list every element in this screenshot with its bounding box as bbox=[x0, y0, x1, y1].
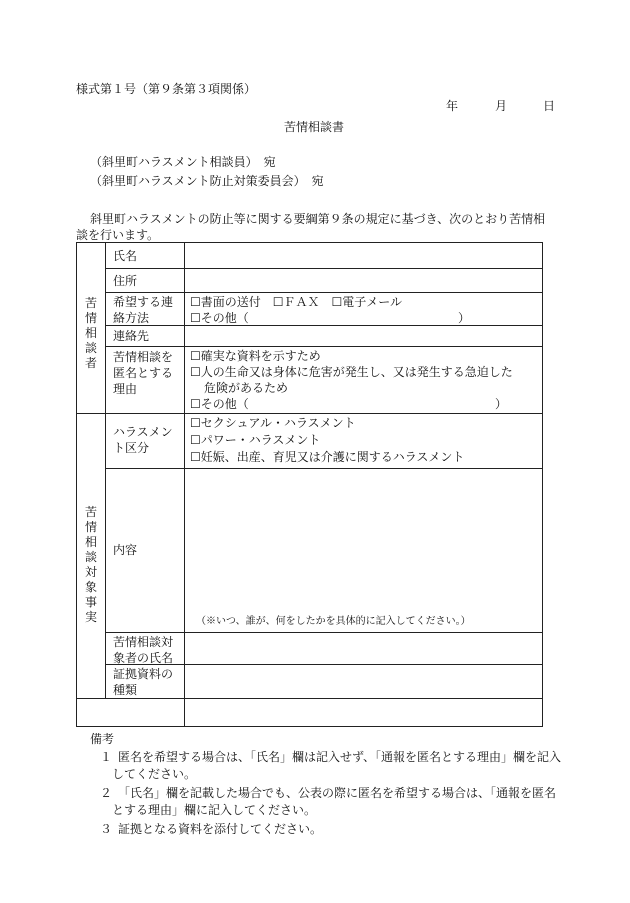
section-subject-facts-label: 苦 情 相 談 対 象 事 実 bbox=[84, 505, 97, 624]
row-contact-label: 連絡先 bbox=[113, 329, 150, 343]
note-3-line-1: 証拠となる資料を添付してください。 bbox=[118, 822, 323, 836]
row-evidence-label: 証拠資料の 種類 bbox=[113, 667, 174, 697]
intro-line-1: 斜里町ハラスメントの防止等に関する要綱第９条の規定に基づき、次のとおり苦情相 bbox=[90, 212, 546, 226]
date-year: 年 bbox=[446, 99, 459, 113]
intro-line-2: 談を行います。 bbox=[76, 228, 160, 242]
row-content-label: 内容 bbox=[113, 543, 138, 557]
page-title: 苦情相談書 bbox=[284, 120, 345, 134]
date-month: 月 bbox=[495, 99, 508, 113]
contact-method-close: ） bbox=[458, 311, 471, 325]
anonymous-reason-options[interactable]: ☐確実な資料を示すため ☐人の生命又は身体に危害が発生し、又は発生する急迫した 危険があるため ☐その他（ bbox=[190, 349, 513, 411]
contact-method-options[interactable]: ☐書面の送付 ☐ＦＡＸ ☐電子メール ☐その他（ bbox=[190, 295, 403, 325]
row-name-label: 氏名 bbox=[113, 249, 138, 263]
harassment-type-options[interactable]: ☐セクシュアル・ハラスメント ☐パワー・ハラスメント ☐妊娠、出産、育児又は介護に関するハラスメント bbox=[190, 416, 465, 464]
form-number: 様式第１号（第９条第３項関係） bbox=[76, 82, 257, 96]
note-1-number: １ bbox=[100, 750, 113, 764]
row-harassment-type-label: ハラスメン ト区分 bbox=[113, 425, 173, 455]
notes-heading: 備考 bbox=[90, 732, 115, 746]
row-address-label: 住所 bbox=[113, 274, 138, 288]
note-1-line-2: してください。 bbox=[112, 767, 197, 781]
addressee-1: （斜里町ハラスメント相談員） 宛 bbox=[90, 155, 276, 169]
content-field[interactable] bbox=[186, 470, 540, 610]
date-day: 日 bbox=[543, 99, 556, 113]
content-note: （※いつ、誰が、何をしたかを具体的に記入してください。） bbox=[196, 616, 471, 627]
row-anonymous-reason-label: 苦情相談を 匿名とする 理由 bbox=[113, 350, 174, 396]
section-complainant-label: 苦 情 相 談 者 bbox=[84, 296, 97, 370]
note-1-line-1: 匿名を希望する場合は、「氏名」欄は記入せず、「通報を匿名とする理由」欄を記入 bbox=[118, 750, 562, 764]
note-2-line-1: 「氏名」欄を記載した場合でも、公表の際に匿名を希望する場合は、「通報を匿名 bbox=[118, 786, 557, 800]
note-3-number: ３ bbox=[100, 822, 113, 836]
addressee-2: （斜里町ハラスメント防止対策委員会） 宛 bbox=[90, 174, 324, 188]
note-2-number: ２ bbox=[100, 786, 113, 800]
row-target-name-label: 苦情相談対 象者の氏名 bbox=[113, 635, 174, 665]
row-contact-method-label: 希望する連 絡方法 bbox=[113, 295, 174, 325]
note-2-line-2: とする理由」欄に記入してください。 bbox=[112, 803, 317, 817]
anonymous-reason-close: ） bbox=[495, 397, 508, 411]
